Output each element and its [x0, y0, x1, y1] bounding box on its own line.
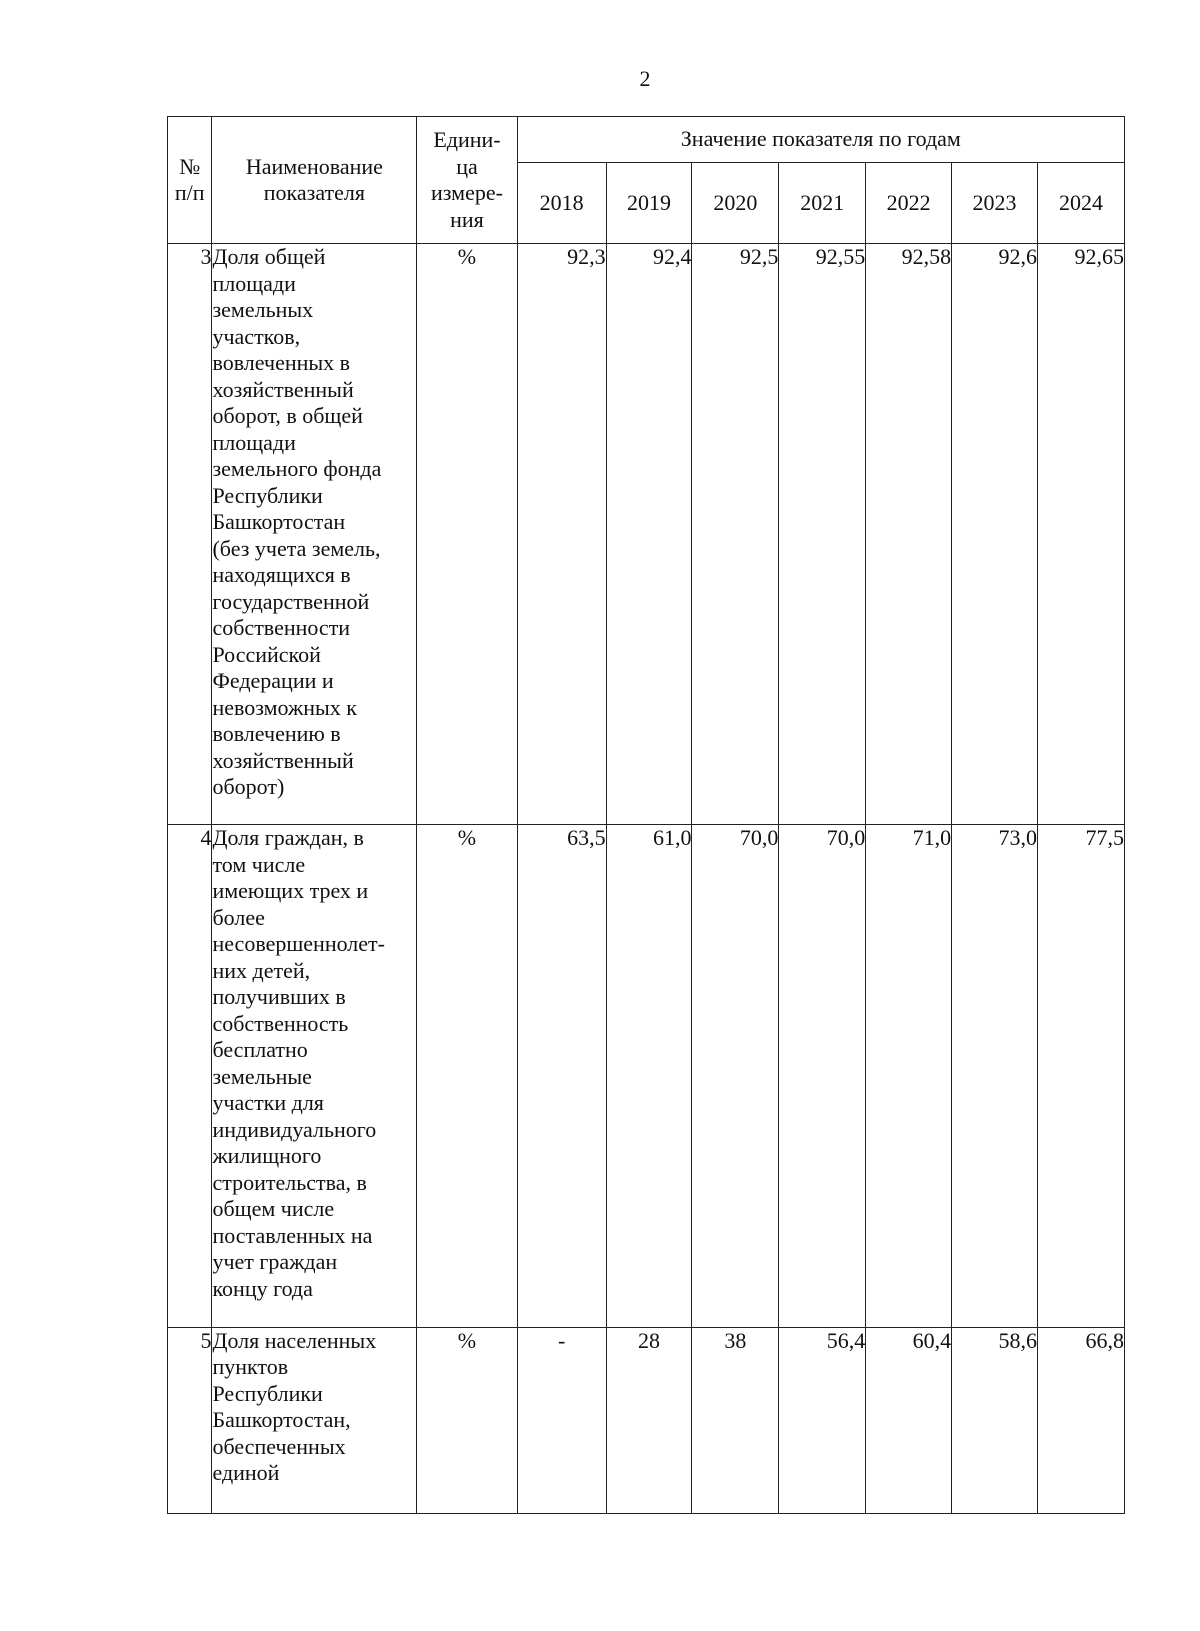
row-value: 92,58: [866, 244, 952, 825]
row-value: 92,4: [606, 244, 692, 825]
row-value: 61,0: [606, 825, 692, 1328]
row-value: 92,5: [692, 244, 779, 825]
header-year: 2022: [866, 163, 952, 244]
row-value: 73,0: [952, 825, 1038, 1328]
row-value: 92,55: [779, 244, 866, 825]
row-value: 71,0: [866, 825, 952, 1328]
row-value: 63,5: [517, 825, 606, 1328]
table-row: [168, 1327, 1125, 1513]
table-row: [168, 825, 1125, 1328]
row-indicator-name: [212, 244, 417, 825]
row-unit: %: [417, 825, 517, 1328]
row-number: 5: [168, 1327, 212, 1513]
row-value: -: [517, 1327, 606, 1513]
row-value: 28: [606, 1327, 692, 1513]
row-value: 70,0: [692, 825, 779, 1328]
header-year: 2021: [779, 163, 866, 244]
row-value: 56,4: [779, 1327, 866, 1513]
indicators-table: [167, 116, 1125, 1514]
row-value: 66,8: [1037, 1327, 1124, 1513]
row-indicator-name-text: Доля общей площади земельных участков, вовлеченных в хозяйственный оборот, в общей площади земельного фонда Республики Башкортостан (без учета земель, находящихся в государственной собственности Российской Федерации и невозможных к вовлечению в хозяйственный оборот): [212, 244, 382, 799]
header-year: 2019: [606, 163, 692, 244]
header-number: № п/п: [168, 117, 212, 244]
row-value: 58,6: [952, 1327, 1038, 1513]
row-value: 60,4: [866, 1327, 952, 1513]
row-number: 4: [168, 825, 212, 1328]
row-value: 38: [692, 1327, 779, 1513]
header-year: 2020: [692, 163, 779, 244]
header-unit: Едини- ца измере- ния: [417, 117, 517, 244]
row-value: 70,0: [779, 825, 866, 1328]
row-value: 92,65: [1037, 244, 1124, 825]
table-row: [168, 244, 1125, 825]
header-year: 2018: [517, 163, 606, 244]
row-number: 3: [168, 244, 212, 825]
row-unit: %: [417, 1327, 517, 1513]
header-row-group: [168, 117, 1125, 163]
row-value: 77,5: [1037, 825, 1124, 1328]
header-year: 2024: [1037, 163, 1124, 244]
row-indicator-name-text: Доля населенных пунктов Республики Башкортостан, обеспеченных единой: [212, 1327, 377, 1486]
page-number: 2: [639, 66, 651, 91]
header-year: 2023: [952, 163, 1038, 244]
row-value: 92,3: [517, 244, 606, 825]
row-unit: %: [417, 244, 517, 825]
header-name: Наименование показателя: [212, 117, 417, 244]
row-indicator-name: [212, 825, 417, 1328]
header-values-by-year: Значение показателя по годам: [517, 117, 1124, 163]
row-indicator-name: [212, 1327, 417, 1513]
row-indicator-name-text: Доля граждан, в том числе имеющих трех и более несовершеннолет- них детей, получивших в собственность бесплатно земельные участки для индивидуального жилищного строительства, в общем числе поставленных на учет граждан концу года: [212, 825, 385, 1301]
row-value: 92,6: [952, 244, 1038, 825]
